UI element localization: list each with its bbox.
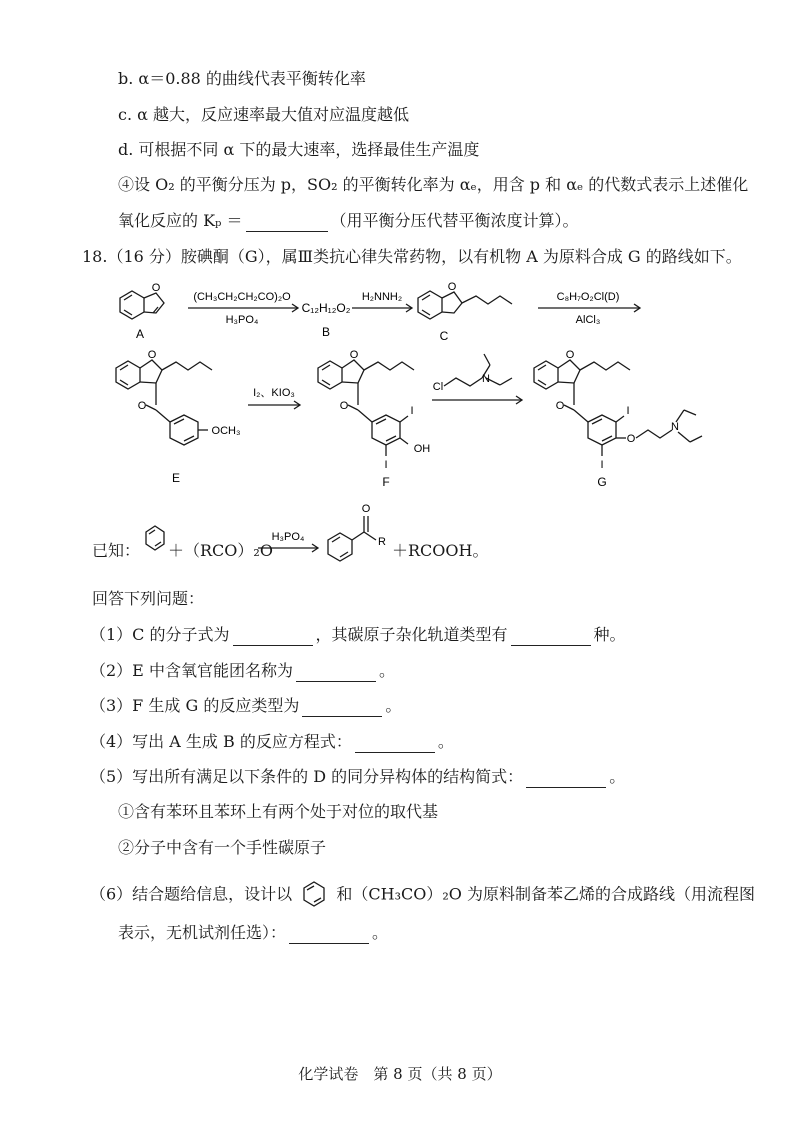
reagent2-top: H₂NNH₂ bbox=[361, 291, 403, 303]
o-atom-e: O bbox=[147, 349, 157, 361]
label-g: G bbox=[597, 475, 607, 489]
reagent3-bottom: AlCl₃ bbox=[575, 314, 601, 326]
known-anhydride: ＋（RCO）₂O bbox=[168, 541, 273, 560]
q6-text: （6）结合题给信息，设计以 bbox=[90, 884, 293, 904]
o-atom-c: O bbox=[447, 281, 457, 293]
o-atom-f: O bbox=[349, 349, 359, 361]
question-1 bbox=[90, 624, 626, 646]
answer-blank-q2[interactable] bbox=[296, 665, 376, 682]
q4-text: （4）写出 A 生成 B 的反应方程式： bbox=[90, 732, 352, 751]
known-product-r: R bbox=[378, 536, 386, 548]
kp-note: （用平衡分压代替平衡浓度计算）。 bbox=[330, 211, 579, 230]
molecule-e bbox=[116, 360, 212, 445]
label-b-formula: C₁₂H₁₂O₂ bbox=[301, 301, 351, 315]
known-prefix: 已知： bbox=[92, 541, 141, 560]
q1-post-text: 种。 bbox=[593, 625, 626, 644]
iodine-g-bottom: I bbox=[600, 459, 604, 471]
question-4 bbox=[90, 731, 454, 753]
answer-intro: 回答下列问题： bbox=[92, 589, 205, 608]
answer-blank-q5[interactable] bbox=[526, 771, 606, 788]
reagent4-top: I₂、KIO₃ bbox=[253, 387, 295, 399]
q5-post-text: 。 bbox=[609, 767, 626, 786]
carbonyl-o-g: O bbox=[555, 400, 565, 412]
molecule-c bbox=[418, 291, 512, 319]
ether-o-g: O bbox=[626, 433, 636, 445]
och3-e: OCH₃ bbox=[211, 425, 241, 437]
q2-text: （2）E 中含氧官能团名称为 bbox=[90, 661, 293, 680]
q6-mid-text: 和（CH₃CO）₂O 为原料制备苯乙烯的合成路线（用流程图 bbox=[336, 884, 755, 904]
question-4-line2 bbox=[118, 210, 579, 232]
q1-mid-text: ，其碳原子杂化轨道类型有 bbox=[315, 625, 508, 644]
reagent1-top: (CH₃CH₂CH₂CO)₂O bbox=[193, 291, 291, 303]
label-b: B bbox=[321, 325, 331, 339]
o-atom-g: O bbox=[565, 349, 575, 361]
reagent5-n: N bbox=[482, 373, 490, 385]
reagent5-cl: Cl bbox=[432, 381, 444, 393]
question-5 bbox=[90, 766, 625, 788]
answer-blank-q4[interactable] bbox=[355, 736, 435, 753]
option-b: b. α＝0.88 的曲线代表平衡转化率 bbox=[118, 69, 366, 88]
known-product bbox=[328, 516, 376, 561]
question-3 bbox=[90, 695, 401, 717]
option-c: c. α 越大，反应速率最大值对应温度越低 bbox=[118, 105, 410, 124]
oh-f: OH bbox=[413, 443, 431, 455]
reagent-amine bbox=[444, 354, 512, 386]
option-d: d. 可根据不同 α 下的最大速率，选择最佳生产温度 bbox=[118, 140, 480, 159]
o-atom-a: O bbox=[151, 282, 161, 294]
q4-post-text: 。 bbox=[437, 732, 454, 751]
known-reagent: H₃PO₄ bbox=[271, 531, 305, 543]
question-6-line2 bbox=[118, 922, 388, 944]
page-footer: 化学试卷 第 8 页（共 8 页） bbox=[298, 1065, 502, 1083]
question-4-line1: ④设 O₂ 的平衡分压为 p，SO₂ 的平衡转化率为 αₑ，用含 p 和 αₑ 的代数式表示上述催化 bbox=[118, 175, 749, 194]
kp-label: 氧化反应的 Kₚ ＝ bbox=[118, 211, 243, 230]
question-2 bbox=[90, 660, 395, 682]
question-6-line1 bbox=[90, 880, 755, 910]
answer-blank-q1b[interactable] bbox=[511, 629, 591, 646]
iodine-f-top: I bbox=[410, 405, 414, 417]
condition-2: ②分子中含有一个手性碳原子 bbox=[118, 838, 327, 857]
q2-post-text: 。 bbox=[378, 661, 395, 680]
q1-text: （1）C 的分子式为 bbox=[90, 625, 230, 644]
q5-text: （5）写出所有满足以下条件的 D 的同分异构体的结构简式： bbox=[90, 767, 524, 786]
label-f: F bbox=[382, 475, 390, 489]
molecule-a bbox=[120, 291, 164, 319]
carbonyl-o-e: O bbox=[137, 400, 147, 412]
label-a: A bbox=[135, 327, 145, 341]
iodine-f-bottom: I bbox=[384, 459, 388, 471]
q6-line2-text: 表示，无机试剂任选）： bbox=[118, 923, 287, 942]
answer-blank-q1a[interactable] bbox=[233, 629, 313, 646]
carbonyl-o-f: O bbox=[339, 400, 349, 412]
answer-blank-kp[interactable] bbox=[246, 215, 328, 232]
q6-post-text: 。 bbox=[372, 923, 389, 942]
benzene-icon bbox=[297, 880, 331, 910]
answer-blank-q3[interactable] bbox=[302, 700, 382, 717]
molecule-f bbox=[318, 360, 414, 456]
question-18-intro: 18.（16 分）胺碘酮（G），属Ⅲ类抗心律失常药物，以有机物 A 为原料合成 G 的路线如下。 bbox=[82, 247, 742, 266]
condition-1: ①含有苯环且苯环上有两个处于对位的取代基 bbox=[118, 802, 439, 821]
known-suffix: ＋RCOOH。 bbox=[392, 541, 489, 560]
known-product-o: O bbox=[361, 503, 371, 515]
iodine-g-top: I bbox=[626, 405, 630, 417]
amine-n-g: N bbox=[671, 421, 679, 433]
known-benzene bbox=[146, 526, 164, 550]
answer-blank-q6[interactable] bbox=[289, 927, 369, 944]
q3-text: （3）F 生成 G 的反应类型为 bbox=[90, 696, 300, 715]
reagent3-top: C₈H₇O₂Cl(D) bbox=[556, 291, 620, 303]
label-e: E bbox=[171, 471, 181, 485]
label-c: C bbox=[439, 329, 449, 343]
reagent1-bottom: H₃PO₄ bbox=[225, 314, 259, 326]
q3-post-text: 。 bbox=[385, 696, 402, 715]
